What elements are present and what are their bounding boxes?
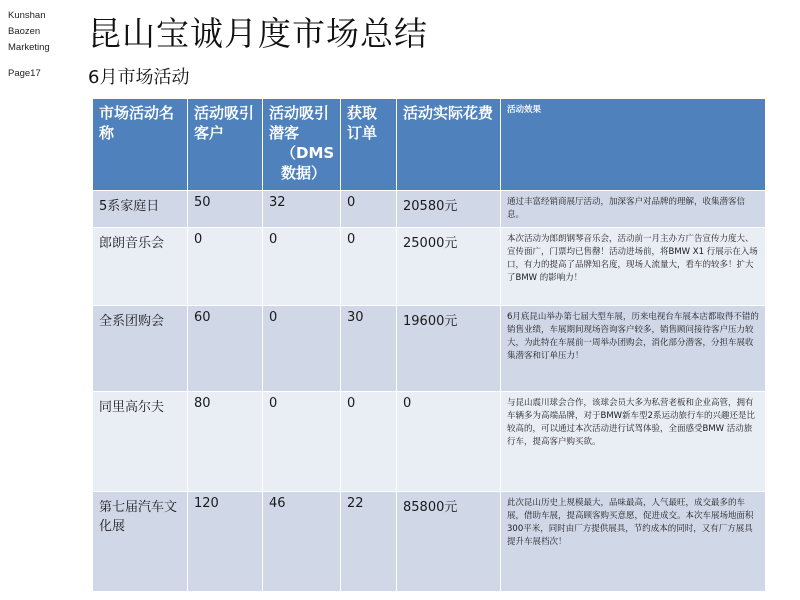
page-title: 昆山宝诚月度市场总结 <box>88 14 428 53</box>
table-row <box>93 392 766 492</box>
cell-effect: 6月底昆山举办第七届大型车展，历来电视台车展本店都取得不错的销售业绩，车展期间现场咨询客户较多，销售顾问接待客户压力较大，为此特在车展前一周举办团购会，消化部分潜客，分担车展收集潜客和订单压力！ <box>501 306 766 392</box>
cell-prospects: 0 <box>263 228 341 306</box>
cell-effect: 本次活动为郎朗钢琴音乐会，活动前一月主办方广告宣传力度大、宣传面广，门票均已售罄！活动进场前，将BMW X1 行展示在入场口，有力的提高了品牌知名度，现场人流量大，看车的较多！扩大了BMW 的影响力！ <box>501 228 766 306</box>
cell-cost: 19600元 <box>397 306 501 392</box>
cell-orders: 0 <box>341 228 397 306</box>
cell-customers: 50 <box>188 191 263 228</box>
header-cost: 活动实际花费 <box>397 99 501 191</box>
table-row <box>93 191 766 228</box>
company-tag <box>8 8 50 82</box>
cell-cost: 25000元 <box>397 228 501 306</box>
header-activity-name: 市场活动名称 <box>93 99 188 191</box>
cell-activity-name: 郎朗音乐会 <box>93 228 188 306</box>
page-subtitle: 6月市场活动 <box>88 67 190 88</box>
cell-orders: 22 <box>341 492 397 592</box>
header-prospects-main: 活动吸引潜客 <box>269 104 330 142</box>
header-prospects-sub: （DMS数据） <box>281 144 335 182</box>
cell-orders: 0 <box>341 392 397 492</box>
company-line-1: Kunshan <box>8 10 46 21</box>
cell-orders: 30 <box>341 306 397 392</box>
company-line-2: Baozen <box>8 26 41 37</box>
activity-table <box>92 98 766 592</box>
page-number: Page17 <box>8 68 41 79</box>
header-customers: 活动吸引客户 <box>188 99 263 191</box>
cell-activity-name: 同里高尔夫 <box>93 392 188 492</box>
cell-prospects: 0 <box>263 306 341 392</box>
cell-prospects: 0 <box>263 392 341 492</box>
cell-activity-name: 全系团购会 <box>93 306 188 392</box>
cell-effect: 与昆山震川球会合作，该球会员大多为私营老板和企业高管，拥有车辆多为高端品牌，对于BMW新车型2系运动旅行车的兴趣还是比较高的，可以通过本次活动进行试驾体验，全面感受BMW 活动旅行车，提高客户购买欲。 <box>501 392 766 492</box>
header-prospects <box>263 99 341 191</box>
cell-customers: 0 <box>188 228 263 306</box>
cell-customers: 60 <box>188 306 263 392</box>
cell-cost: 20580元 <box>397 191 501 228</box>
table-row <box>93 492 766 592</box>
cell-customers: 120 <box>188 492 263 592</box>
cell-cost: 85800元 <box>397 492 501 592</box>
cell-cost: 0 <box>397 392 501 492</box>
company-line-3: Marketing <box>8 42 50 53</box>
cell-activity-name: 5系家庭日 <box>93 191 188 228</box>
table-row <box>93 228 766 306</box>
cell-customers: 80 <box>188 392 263 492</box>
cell-orders: 0 <box>341 191 397 228</box>
cell-prospects: 46 <box>263 492 341 592</box>
table-row <box>93 306 766 392</box>
table-header-row <box>93 99 766 191</box>
cell-effect: 此次昆山历史上规模最大，品味最高，人气最旺，成交最多的车展，借助车展，提高顾客购买意愿，促进成交。本次车展场地面积300平米，同时由厂方提供展具，节约成本的同时，又有厂方展具提升车展档次！ <box>501 492 766 592</box>
cell-prospects: 32 <box>263 191 341 228</box>
header-orders: 获取订单 <box>341 99 397 191</box>
cell-activity-name: 第七届汽车文化展 <box>93 492 188 592</box>
cell-effect: 通过丰富经销商展厅活动，加深客户对品牌的理解，收集潜客信息。 <box>501 191 766 228</box>
header-effect: 活动效果 <box>501 99 766 191</box>
